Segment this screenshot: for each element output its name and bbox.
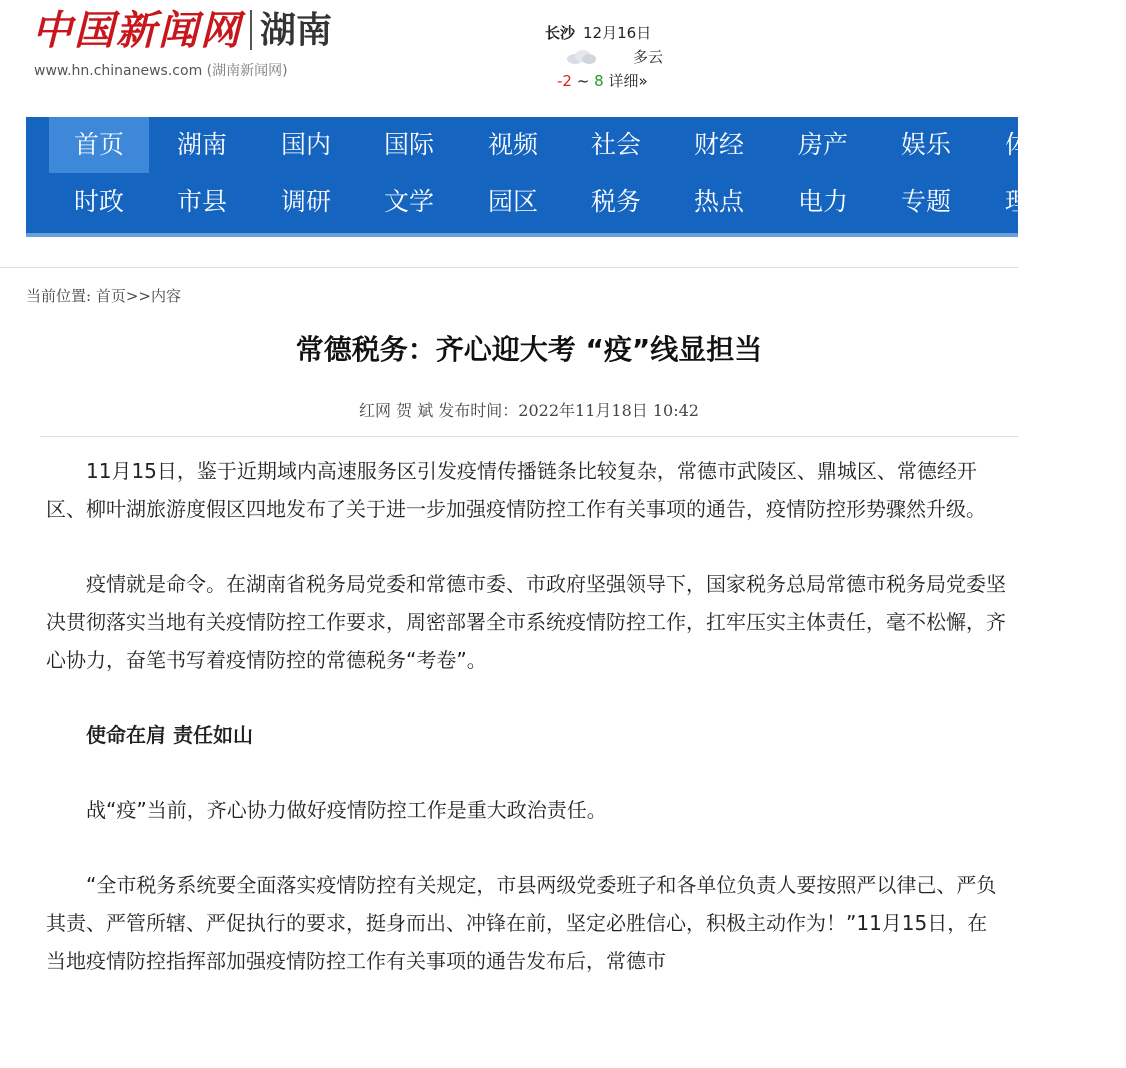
article-paragraph: 战“疫”当前，齐心协力做好疫情防控工作是重大政治责任。 [86, 798, 607, 822]
logo-url-domain: www.hn.chinanews.com [34, 63, 203, 79]
meta-divider [40, 436, 1018, 437]
logo-text: 中国新闻网 [32, 7, 242, 54]
logo-url [34, 60, 288, 80]
nav-item-counties[interactable]: 市县 [176, 187, 227, 216]
nav-item-hot[interactable]: 热点 [693, 187, 744, 216]
main-nav [26, 117, 1031, 233]
nav-item-realestate[interactable]: 房产 [797, 130, 848, 159]
site-logo[interactable] [32, 6, 332, 56]
nav-bottom-border [26, 233, 1018, 237]
nav-item-literature[interactable]: 文学 [383, 187, 434, 216]
cloud-icon [565, 50, 597, 64]
breadcrumb-home-link[interactable]: 首页 [95, 287, 126, 305]
article-paragraph: “全市税务系统要全面落实疫情防控有关规定，市县两级党委班子和各单位负责人要按照严以律己、严负其责、严管所辖、严促执行的要求，挺身而出、冲锋在前，坚定必胜信心，积极主动作为！”11月15日，在当地疫情防控指挥部加强疫情防控工作有关事项的通告发布后，常德市 [46, 873, 997, 973]
nav-item-hunan[interactable]: 湖南 [176, 130, 227, 159]
weather-date: 12月16日 [583, 24, 652, 42]
weather-widget [545, 22, 725, 90]
weather-detail-link[interactable]: 详细» [608, 72, 648, 90]
logo-url-suffix: (湖南新闻网) [206, 63, 288, 79]
breadcrumb-current: 内容 [151, 287, 182, 305]
nav-row-2 [26, 174, 1126, 230]
article-subheading: 使命在肩 责任如山 [86, 723, 253, 747]
breadcrumb-prefix: 当前位置: [26, 287, 92, 305]
header-divider [0, 267, 1018, 268]
logo-divider [250, 10, 252, 50]
nav-item-tax[interactable]: 税务 [590, 187, 641, 216]
nav-item-power[interactable]: 电力 [797, 187, 848, 216]
weather-condition: 多云 [633, 48, 664, 66]
weather-sep: ~ [576, 72, 590, 90]
weather-high: 8 [594, 72, 604, 90]
article-title: 常德税务：齐心迎大考 “疫”线显担当 [295, 333, 763, 366]
nav-item-research[interactable]: 调研 [280, 187, 331, 216]
weather-row-temp [557, 70, 648, 91]
nav-item-finance[interactable]: 财经 [693, 130, 744, 159]
nav-item-entertainment[interactable]: 娱乐 [900, 130, 951, 159]
article-body [46, 452, 1006, 1017]
weather-low: -2 [557, 72, 572, 90]
site-header [0, 0, 1018, 117]
nav-row-1 [26, 117, 1126, 173]
article-paragraph: 疫情就是命令。在湖南省税务局党委和常德市委、市政府坚强领导下，国家税务总局常德市税务局党委坚决贯彻落实当地有关疫情防控工作要求，周密部署全市系统疫情防控工作，扛牢压实主体责任，毫不松懈，齐心协力，奋笔书写着疫情防控的常德税务“考卷”。 [46, 572, 1006, 672]
weather-row-condition [565, 46, 725, 66]
nav-item-special[interactable]: 专题 [900, 187, 951, 216]
weather-city: 长沙 [545, 24, 576, 42]
nav-item-sports[interactable]: 体 [1005, 130, 1031, 159]
weather-row-date [545, 22, 725, 43]
nav-item-home[interactable]: 首页 [49, 117, 149, 173]
logo-region: 湖南 [260, 10, 333, 51]
nav-item-theory[interactable]: 理 [1005, 187, 1031, 216]
nav-item-international[interactable]: 国际 [383, 130, 434, 159]
nav-item-video[interactable]: 视频 [487, 130, 538, 159]
nav-item-politics[interactable]: 时政 [73, 187, 124, 216]
nav-item-society[interactable]: 社会 [590, 130, 641, 159]
nav-item-parks[interactable]: 园区 [487, 187, 538, 216]
nav-item-domestic[interactable]: 国内 [280, 130, 331, 159]
breadcrumb [26, 285, 181, 306]
article-meta: 红网 贺 斌 发布时间：2022年11月18日 10:42 [359, 401, 699, 420]
breadcrumb-sep: >> [125, 287, 151, 305]
article-paragraph: 11月15日，鉴于近期域内高速服务区引发疫情传播链条比较复杂，常德市武陵区、鼎城区、常德经开区、柳叶湖旅游度假区四地发布了关于进一步加强疫情防控工作有关事项的通告，疫情防控形势骤然升级。 [46, 459, 986, 521]
